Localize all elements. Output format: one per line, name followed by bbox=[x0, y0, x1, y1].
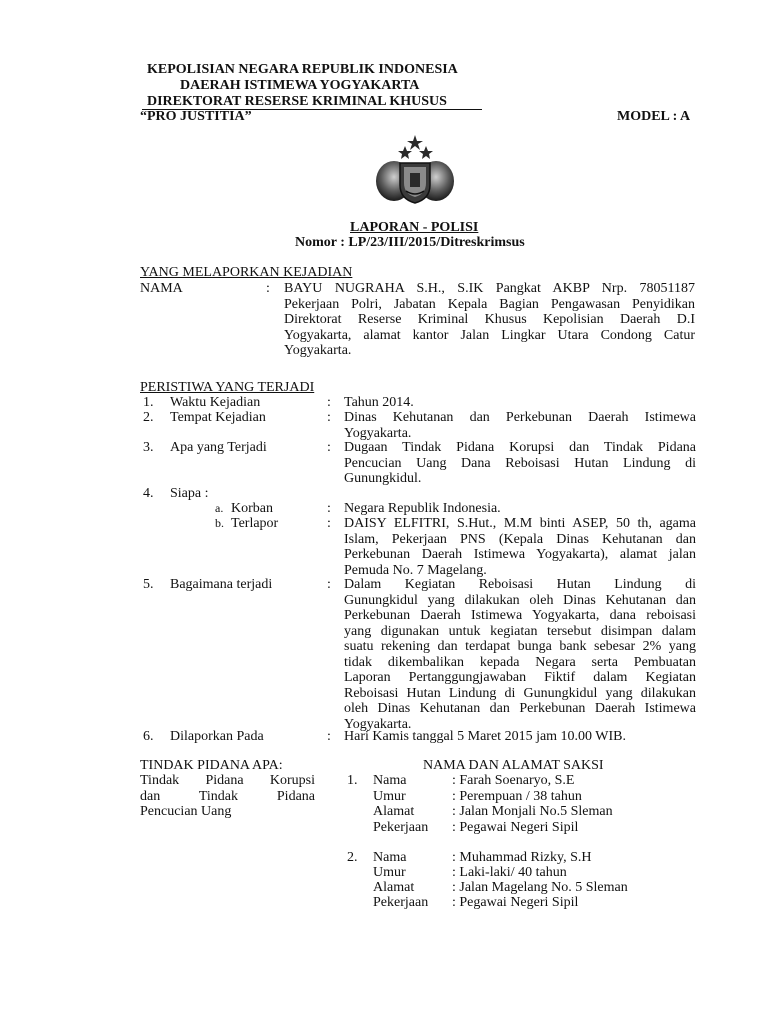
reporter-colon: : bbox=[266, 281, 270, 296]
witness-value: : Jalan Magelang No. 5 Sleman bbox=[452, 880, 628, 895]
event-value-line: Yogyakarta. bbox=[344, 425, 412, 441]
witness-value: : Jalan Monjali No.5 Sleman bbox=[452, 804, 613, 819]
report-title: LAPORAN - POLISI bbox=[350, 220, 479, 235]
event-item-value bbox=[344, 440, 696, 487]
event-item-num: 1. bbox=[143, 395, 154, 410]
event-colon: : bbox=[327, 440, 331, 455]
event-value-line: Gunungkidul yang dilakukan oleh Dinas Kehutanan dan bbox=[344, 592, 696, 608]
event-item-label: Waktu Kejadian bbox=[170, 395, 261, 410]
event-colon: : bbox=[327, 501, 331, 516]
police-emblem-icon bbox=[370, 133, 460, 207]
event-value-line: Reboisasi Hutan Lindung di Gunungkidul yang dilakukan bbox=[344, 685, 696, 701]
event-colon: : bbox=[327, 729, 331, 744]
event-item-num: 4. bbox=[143, 486, 154, 501]
event-colon: : bbox=[327, 516, 331, 531]
event-value-line: Dinas Kehutanan dan Perkebunan Daerah Istimewa bbox=[344, 410, 696, 425]
witness-label: Umur bbox=[373, 789, 406, 804]
witness-value: : Farah Soenaryo, S.E bbox=[452, 773, 575, 788]
crime-line: dan Tindak Pidana bbox=[140, 788, 315, 804]
event-value-line: suatu rekening dan terdapat bunga bank sebesar 2% yang bbox=[344, 639, 696, 654]
event-value-line: Pemuda No. 7 Magelang. bbox=[344, 562, 487, 578]
event-value-line: Gunungkidul. bbox=[344, 471, 422, 486]
model-label: MODEL : A bbox=[617, 109, 691, 124]
event-colon: : bbox=[327, 395, 331, 410]
event-item-label: Dilaporkan Pada bbox=[170, 729, 264, 744]
crime-line: Pencucian Uang bbox=[140, 804, 232, 819]
event-item-label: Siapa : bbox=[170, 486, 209, 501]
event-subitem-num: b. bbox=[215, 516, 224, 530]
event-item-num: 3. bbox=[143, 440, 154, 455]
event-item-label: Bagaimana terjadi bbox=[170, 577, 273, 592]
reporter-line: Yogyakarta, alamat kantor Jalan Lingkar Utara Condong Catur bbox=[284, 327, 695, 343]
event-colon: : bbox=[327, 410, 331, 425]
event-item-value bbox=[344, 410, 696, 441]
header-region: DAERAH ISTIMEWA YOGYAKARTA bbox=[180, 78, 420, 93]
witness-label: Nama bbox=[373, 773, 407, 788]
report-number: Nomor : LP/23/III/2015/Ditreskrimsus bbox=[295, 235, 525, 250]
event-subitem-label: Korban bbox=[231, 501, 273, 516]
event-value-line: DAISY ELFITRI, S.Hut., M.M binti ASEP, 50 th, agama bbox=[344, 516, 696, 531]
event-item-label: Tempat Kejadian bbox=[170, 410, 266, 425]
event-value-line: Dalam Kegiatan Reboisasi Hutan Lindung di bbox=[344, 577, 696, 592]
reporter-line: BAYU NUGRAHA S.H., S.IK Pangkat AKBP Nrp. 78051187 bbox=[284, 281, 695, 296]
event-subitem-num: a. bbox=[215, 501, 224, 515]
witness-num: 1. bbox=[347, 773, 358, 788]
event-item-num: 6. bbox=[143, 729, 154, 744]
event-item-value bbox=[344, 516, 696, 578]
pro-justitia: “PRO JUSTITIA” bbox=[140, 109, 252, 124]
event-item-label: Apa yang Terjadi bbox=[170, 440, 267, 455]
event-value-line: tidak dikembalikan kepada Negara serta Pembuatan bbox=[344, 654, 696, 670]
crime-detail bbox=[140, 773, 315, 820]
crime-line: Tindak Pidana Korupsi bbox=[140, 773, 315, 788]
event-subitem-label: Terlapor bbox=[231, 516, 279, 531]
event-value-line: Laporan Pertanggungjawaban Fiktif dalam Kegiatan bbox=[344, 670, 696, 685]
event-value-line: Islam, Pekerjaan PNS (Kepala Dinas Kehutanan dan bbox=[344, 531, 696, 547]
event-value-line: Tahun 2014. bbox=[344, 395, 414, 410]
event-section-title: PERISTIWA YANG TERJADI bbox=[140, 380, 315, 395]
event-value-line: Yogyakarta. bbox=[344, 716, 412, 732]
reporter-line: Direktorat Reserse Kriminal Khusus Kepolisian Daerah D.I bbox=[284, 312, 695, 327]
event-colon: : bbox=[327, 577, 331, 592]
event-value-line: Negara Republik Indonesia. bbox=[344, 501, 501, 516]
witness-section-title: NAMA DAN ALAMAT SAKSI bbox=[423, 758, 604, 773]
witness-value: : Perempuan / 38 tahun bbox=[452, 789, 582, 804]
reporter-section-title: YANG MELAPORKAN KEJADIAN bbox=[140, 265, 353, 280]
reporter-line: Pekerjaan Polri, Jabatan Kepala Bagian Pengawasan Penyidikan bbox=[284, 296, 695, 312]
witness-value: : Pegawai Negeri Sipil bbox=[452, 820, 579, 835]
witness-label: Nama bbox=[373, 850, 407, 865]
witness-value: : Muhammad Rizky, S.H bbox=[452, 850, 592, 865]
witness-label: Pekerjaan bbox=[373, 895, 429, 910]
event-value-line: Perkebunan Daerah Istimewa Yogyakarta, dana reboisasi bbox=[344, 608, 696, 623]
reporter-line: Yogyakarta. bbox=[284, 343, 352, 358]
header-directorate: DIREKTORAT RESERSE KRIMINAL KHUSUS bbox=[147, 94, 447, 109]
event-value-line: Hari Kamis tanggal 5 Maret 2015 jam 10.00 WIB. bbox=[344, 729, 627, 744]
crime-section-title: TINDAK PIDANA APA: bbox=[140, 758, 283, 773]
event-item-value bbox=[344, 501, 696, 517]
witness-label: Alamat bbox=[373, 880, 415, 895]
event-item-num: 5. bbox=[143, 577, 154, 592]
header-agency: KEPOLISIAN NEGARA REPUBLIK INDONESIA bbox=[147, 62, 458, 77]
witness-num: 2. bbox=[347, 850, 358, 865]
event-value-line: Pencucian Uang Dana Reboisasi Hutan Lindung di bbox=[344, 455, 696, 471]
event-item-value bbox=[344, 577, 696, 732]
event-value-line: yang digunakan untuk kegiatan tersebut disimpan dalam bbox=[344, 623, 696, 639]
event-value-line: Dugaan Tindak Pidana Korupsi dan Tindak Pidana bbox=[344, 440, 696, 455]
event-value-line: oleh Dinas Kehutanan dan Perkebunan Daerah Istimewa bbox=[344, 701, 696, 716]
event-item-value bbox=[344, 729, 696, 745]
witness-value: : Laki-laki/ 40 tahun bbox=[452, 865, 567, 880]
event-item-value bbox=[344, 395, 696, 411]
witness-label: Pekerjaan bbox=[373, 820, 429, 835]
witness-label: Alamat bbox=[373, 804, 415, 819]
witness-label: Umur bbox=[373, 865, 406, 880]
reporter-detail bbox=[284, 281, 695, 359]
witness-value: : Pegawai Negeri Sipil bbox=[452, 895, 579, 910]
event-item-num: 2. bbox=[143, 410, 154, 425]
reporter-name-label: NAMA bbox=[140, 281, 183, 296]
event-value-line: Perkebunan Daerah Istimewa Yogyakarta), alamat jalan bbox=[344, 547, 696, 562]
